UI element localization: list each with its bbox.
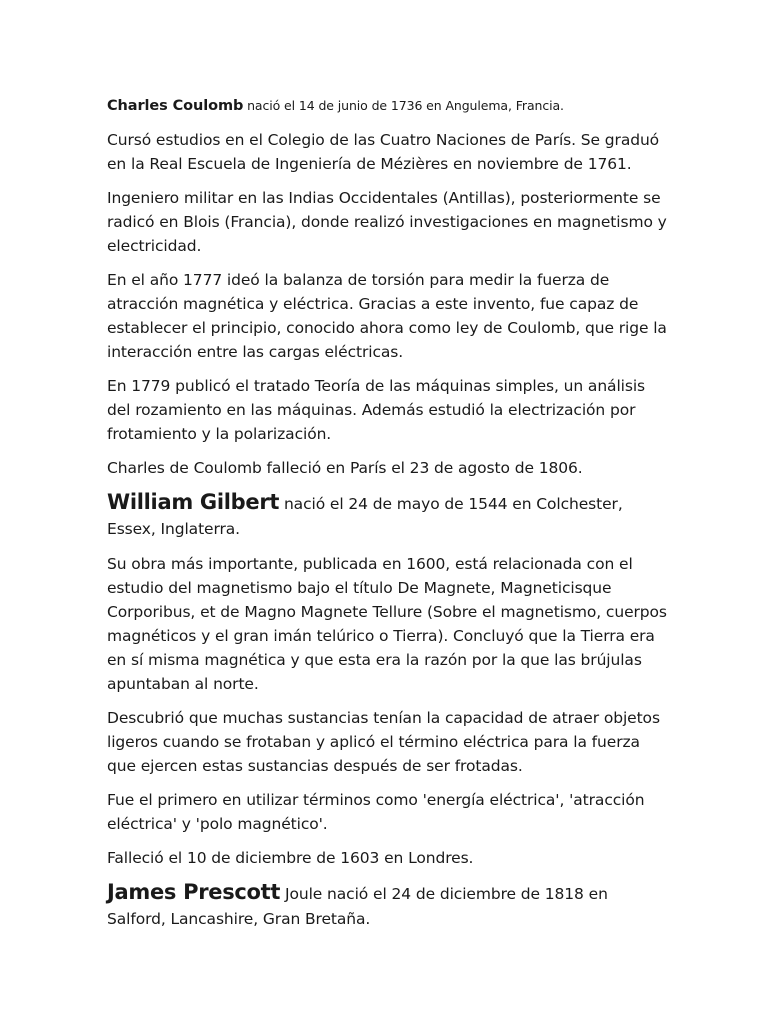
joule-name: James Prescott (107, 880, 281, 904)
coulomb-paragraph-3: En el año 1777 ideó la balanza de torsión para medir la fuerza de atracción magnética y eléctrica. Gracias a este invento, fue capaz de establecer el principio, conocido ahora como ley de Coulomb, que rige la interacción entre las cargas eléctricas. (107, 271, 667, 361)
gilbert-paragraph-3: Fue el primero en utilizar términos como 'energía eléctrica', 'atracción eléctrica' y 'polo magnético'. (107, 791, 645, 833)
coulomb-paragraph-4: En 1779 publicó el tratado Teoría de las máquinas simples, un análisis del rozamiento en las máquinas. Además estudió la electrización por frotamiento y la polarización. (107, 377, 646, 443)
coulomb-paragraph-2: Ingeniero militar en las Indias Occidentales (Antillas), posteriormente se radicó en Blois (Francia), donde realizó investigaciones en magnetismo y electricidad. (107, 189, 667, 255)
gilbert-name: William Gilbert (107, 490, 280, 514)
coulomb-paragraph-1: Cursó estudios en el Colegio de las Cuatro Naciones de París. Se graduó en la Real Escuela de Ingeniería de Mézières en noviembre de 1761. (107, 131, 660, 173)
coulomb-intro-text: nació el 14 de junio de 1736 en Angulema, Francia. (243, 98, 564, 113)
gilbert-paragraph-2: Descubrió que muchas sustancias tenían la capacidad de atraer objetos ligeros cuando se frotaban y aplicó el término eléctrica para la fuerza que ejercen estas sustancias después de ser frotadas. (107, 709, 660, 775)
joule-intro-text: Joule nació el 24 de diciembre de 1818 en Salford, Lancashire, Gran Bretaña. (107, 885, 608, 928)
joule-intro (107, 880, 668, 932)
coulomb-name: Charles Coulomb (107, 98, 244, 114)
coulomb-paragraph-5: Charles de Coulomb falleció en París el 23 de agosto de 1806. (107, 459, 583, 477)
gilbert-paragraph-4: Falleció el 10 de diciembre de 1603 en Londres. (107, 849, 474, 867)
gilbert-paragraph-1: Su obra más importante, publicada en 1600, está relacionada con el estudio del magnetismo bajo el título De Magnete, Magneticisque Corporibus, et de Magno Magnete Tellure (Sobre el magnetismo, cuerpos magnéticos y el gran imán telúrico o Tierra). Concluyó que la Tierra era en sí misma magnética y que esta era la razón por la que las brújulas apuntaban al norte. (107, 555, 667, 693)
gilbert-intro-text: nació el 24 de mayo de 1544 en Colchester, Essex, Inglaterra. (107, 495, 623, 538)
coulomb-intro (107, 93, 668, 118)
gilbert-intro (107, 490, 668, 542)
